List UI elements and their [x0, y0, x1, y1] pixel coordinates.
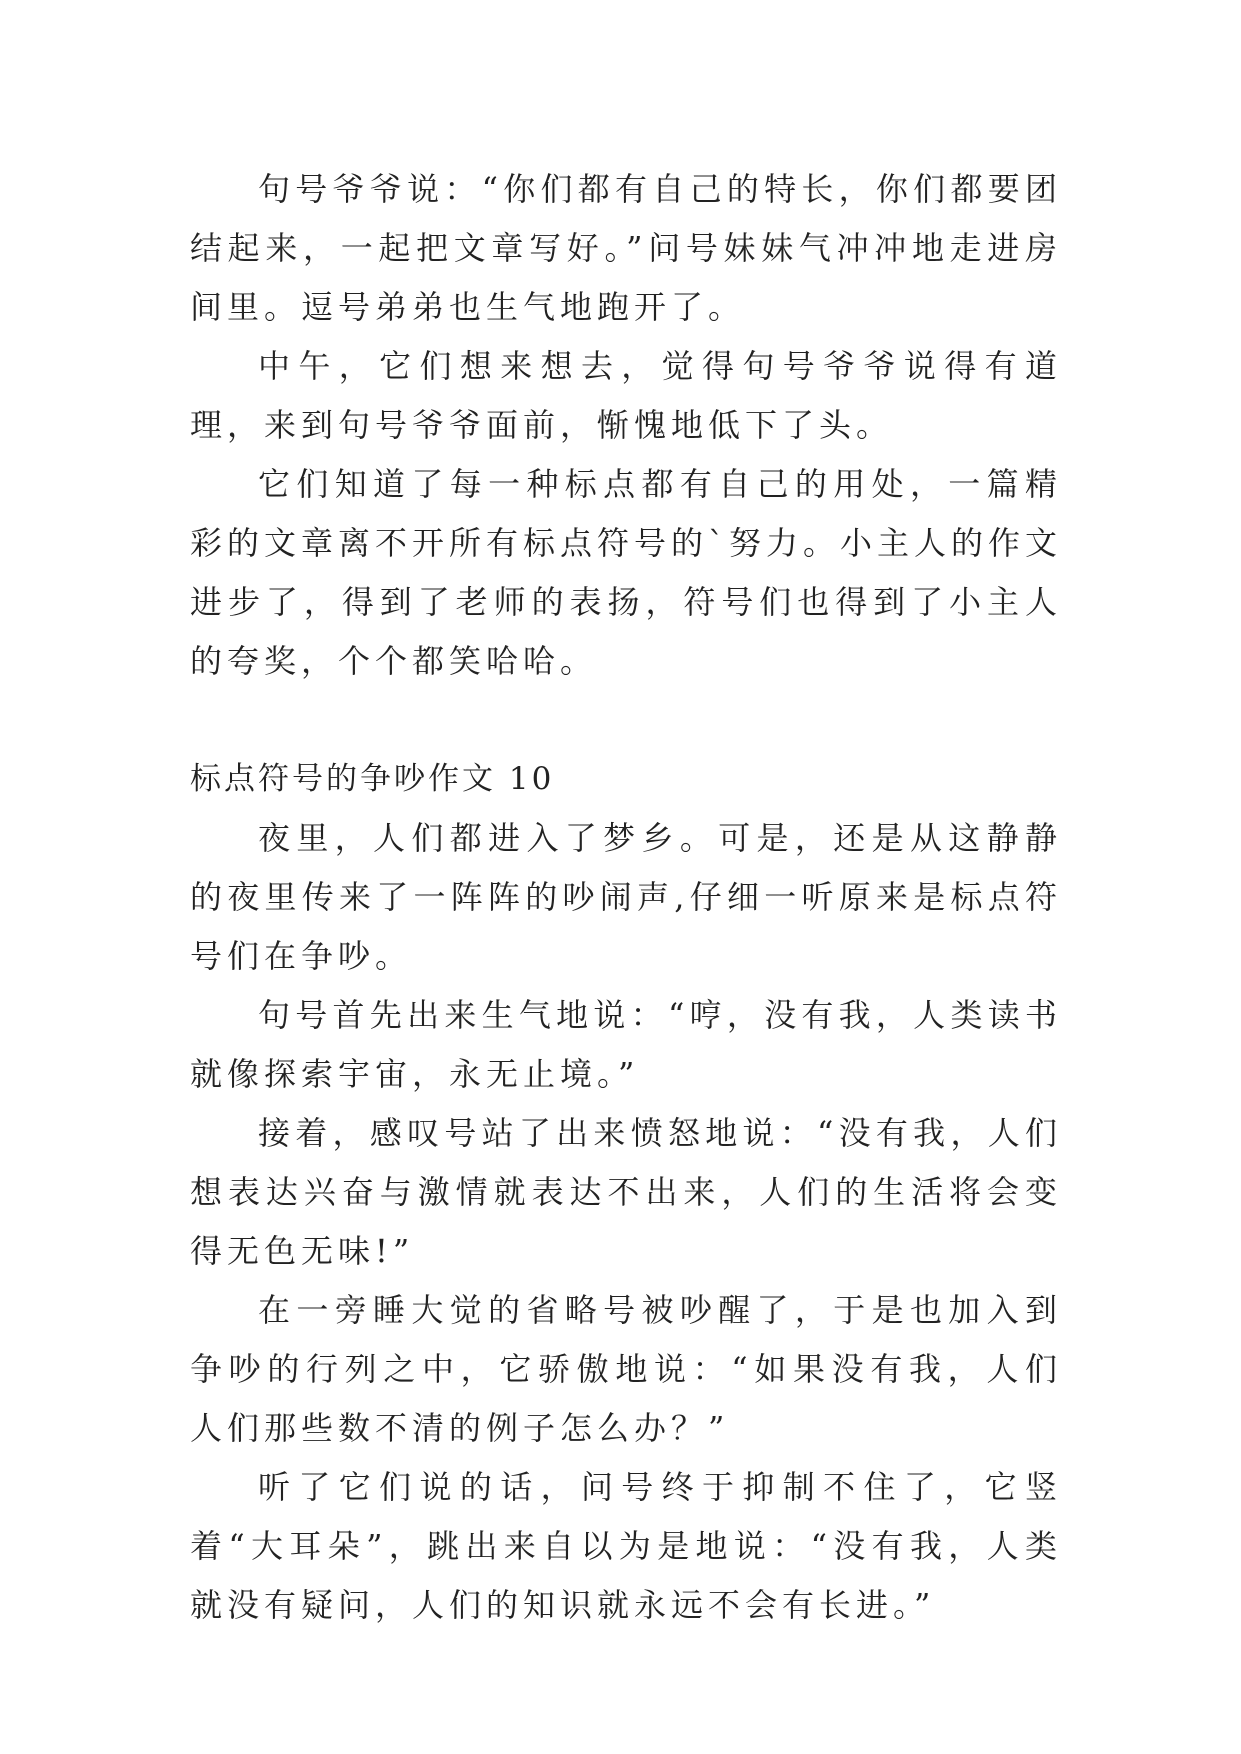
- document-body: [190, 160, 1062, 1635]
- paragraph: 听了它们说的话，问号终于抑制不住了，它竖着“大耳朵”，跳出来自以为是地说：“没有我，人类就没有疑问，人们的知识就永远不会有长进。”: [190, 1468, 1062, 1624]
- section-title: 标点符号的争吵作文 10: [190, 761, 555, 797]
- paragraph: 夜里，人们都进入了梦乡。可是，还是从这静静的夜里传来了一阵阵的吵闹声,仔细一听原来是标点符号们在争吵。: [190, 819, 1062, 975]
- paragraph: 句号爷爷说：“你们都有自己的特长，你们都要团结起来，一起把文章写好。”问号妹妹气冲冲地走进房间里。逗号弟弟也生气地跑开了。: [190, 170, 1062, 326]
- paragraph: 句号首先出来生气地说：“哼，没有我，人类读书就像探索宇宙，永无止境。”: [190, 996, 1062, 1093]
- paragraph: 它们知道了每一种标点都有自己的用处，一篇精彩的文章离不开所有标点符号的`努力。小主人的作文进步了，得到了老师的表扬，符号们也得到了小主人的夸奖，个个都笑哈哈。: [190, 465, 1063, 680]
- paragraph: 在一旁睡大觉的省略号被吵醒了，于是也加入到争吵的行列之中，它骄傲地说：“如果没有我，人们人们那些数不清的例子怎么办？”: [190, 1291, 1062, 1447]
- paragraph: 接着，感叹号站了出来愤怒地说：“没有我，人们想表达兴奋与激情就表达不出来，人们的生活将会变得无色无味!”: [190, 1114, 1062, 1270]
- section-gap: [190, 691, 1062, 750]
- paragraph: 中午，它们想来想去，觉得句号爷爷说得有道理，来到句号爷爷面前，惭愧地低下了头。: [190, 347, 1062, 444]
